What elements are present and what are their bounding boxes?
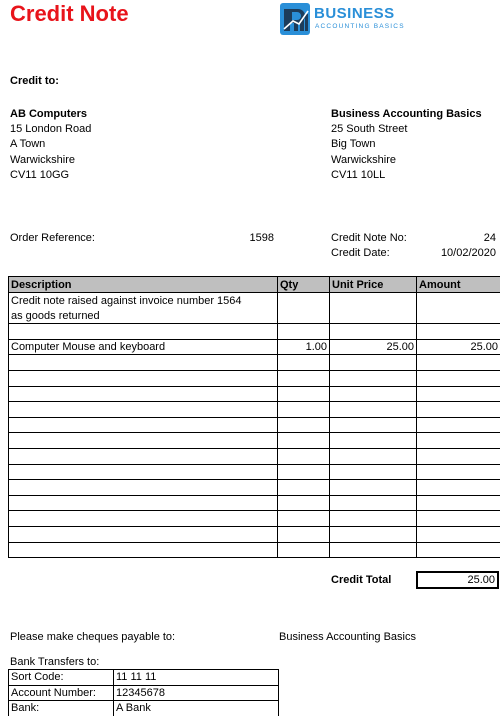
cell-amount	[417, 308, 500, 324]
column-header-qty: Qty	[278, 277, 330, 293]
cheque-instructions-label: Please make cheques payable to:	[10, 631, 176, 643]
table-header-row	[9, 277, 500, 293]
cell-amount	[417, 433, 500, 449]
cell-unit-price	[330, 542, 417, 558]
cell-amount	[417, 293, 500, 309]
cell-unit-price	[330, 433, 417, 449]
bank-details-table	[8, 669, 279, 716]
order-reference-label: Order Reference:	[10, 232, 95, 244]
cell-unit-price	[330, 386, 417, 402]
table-row	[9, 433, 500, 449]
bank-field-label: Account Number:	[9, 685, 114, 701]
cell-qty	[278, 324, 330, 340]
seller-address-line: 25 South Street	[331, 123, 408, 135]
customer-address-line: Warwickshire	[10, 154, 75, 166]
cell-description	[9, 464, 278, 480]
cell-description	[9, 448, 278, 464]
logo-tagline: ACCOUNTING BASICS	[315, 23, 405, 30]
cell-qty	[278, 355, 330, 371]
cell-unit-price	[330, 402, 417, 418]
table-row	[9, 370, 500, 386]
cell-amount	[417, 526, 500, 542]
cell-qty	[278, 402, 330, 418]
table-row	[9, 495, 500, 511]
bank-row	[9, 670, 279, 686]
cell-qty	[278, 370, 330, 386]
cell-qty	[278, 293, 330, 309]
cell-qty	[278, 417, 330, 433]
cell-unit-price	[330, 464, 417, 480]
cell-description	[9, 370, 278, 386]
table-row	[9, 526, 500, 542]
cell-description: Computer Mouse and keyboard	[9, 339, 278, 355]
credit-total-label: Credit Total	[331, 574, 392, 586]
order-reference-value: 1598	[249, 232, 274, 244]
business-accounting-basics-logo	[280, 3, 420, 37]
bank-field-value: 12345678	[114, 685, 279, 701]
customer-address-line: A Town	[10, 138, 46, 150]
cell-unit-price	[330, 308, 417, 324]
cell-amount	[417, 542, 500, 558]
cell-qty	[278, 308, 330, 324]
table-row	[9, 324, 500, 340]
bank-field-label: Bank:	[9, 701, 114, 716]
bank-field-value: A Bank	[114, 701, 279, 716]
cell-amount	[417, 511, 500, 527]
line-items-table	[8, 276, 500, 558]
bank-field-value: 11 11 11	[114, 670, 279, 686]
cell-description	[9, 511, 278, 527]
cell-qty	[278, 480, 330, 496]
table-row	[9, 464, 500, 480]
table-row	[9, 542, 500, 558]
bank-row	[9, 685, 279, 701]
table-row	[9, 386, 500, 402]
credit-date-value: 10/02/2020	[440, 247, 496, 259]
cell-unit-price	[330, 480, 417, 496]
cell-amount	[417, 386, 500, 402]
cell-unit-price	[330, 324, 417, 340]
table-row	[9, 293, 500, 309]
cell-amount	[417, 355, 500, 371]
seller-name: Business Accounting Basics	[331, 108, 482, 120]
cell-amount: 25.00	[417, 339, 500, 355]
seller-address-line: Warwickshire	[331, 154, 396, 166]
credit-total-value: 25.00	[416, 571, 499, 589]
cell-unit-price	[330, 293, 417, 309]
table-row	[9, 355, 500, 371]
table-row	[9, 448, 500, 464]
bank-row	[9, 701, 279, 716]
cell-description	[9, 526, 278, 542]
cell-amount	[417, 402, 500, 418]
cell-amount	[417, 448, 500, 464]
cell-unit-price	[330, 417, 417, 433]
cell-description	[9, 542, 278, 558]
cell-description	[9, 480, 278, 496]
cell-amount	[417, 370, 500, 386]
cell-description	[9, 417, 278, 433]
credit-note-number-value: 24	[483, 232, 496, 244]
seller-address-line: Big Town	[331, 138, 376, 150]
table-row	[9, 308, 500, 324]
cell-description	[9, 355, 278, 371]
cell-qty	[278, 433, 330, 449]
cell-description	[9, 402, 278, 418]
customer-address-line: CV11 10GG	[10, 169, 70, 181]
cell-description: as goods returned	[9, 308, 278, 324]
cell-amount	[417, 495, 500, 511]
cell-description	[9, 495, 278, 511]
cell-unit-price	[330, 511, 417, 527]
cell-description	[9, 386, 278, 402]
bank-field-label: Sort Code:	[9, 670, 114, 686]
column-header-unit-price: Unit Price	[330, 277, 417, 293]
table-row	[9, 402, 500, 418]
cell-unit-price	[330, 355, 417, 371]
logo-wordmark: BUSINESS	[314, 5, 395, 22]
credit-date-label: Credit Date:	[331, 247, 390, 259]
logo-chart-icon	[280, 3, 310, 35]
cell-qty	[278, 448, 330, 464]
cell-description	[9, 433, 278, 449]
table-row	[9, 480, 500, 496]
cell-qty	[278, 464, 330, 480]
cell-qty	[278, 542, 330, 558]
cell-amount	[417, 464, 500, 480]
credit-to-label: Credit to:	[10, 75, 59, 87]
cell-unit-price	[330, 370, 417, 386]
credit-note-number-label: Credit Note No:	[331, 232, 407, 244]
cell-unit-price	[330, 495, 417, 511]
cell-amount	[417, 324, 500, 340]
cell-qty	[278, 511, 330, 527]
table-row	[9, 511, 500, 527]
cell-qty	[278, 495, 330, 511]
cell-description: Credit note raised against invoice number 1564	[9, 293, 278, 309]
bank-transfer-label: Bank Transfers to:	[10, 656, 100, 668]
cell-description	[9, 324, 278, 340]
customer-name: AB Computers	[10, 108, 88, 120]
cell-unit-price	[330, 448, 417, 464]
cheque-payee: Business Accounting Basics	[279, 631, 416, 643]
cell-unit-price	[330, 526, 417, 542]
seller-address-line: CV11 10LL	[331, 169, 386, 181]
cell-qty: 1.00	[278, 339, 330, 355]
cell-unit-price: 25.00	[330, 339, 417, 355]
cell-amount	[417, 480, 500, 496]
column-header-amount: Amount	[417, 277, 500, 293]
cell-qty	[278, 526, 330, 542]
column-header-description: Description	[9, 277, 278, 293]
cell-qty	[278, 386, 330, 402]
cell-amount	[417, 417, 500, 433]
document-title: Credit Note	[10, 1, 129, 26]
customer-address-line: 15 London Road	[10, 123, 92, 135]
table-row	[9, 339, 500, 355]
table-row	[9, 417, 500, 433]
